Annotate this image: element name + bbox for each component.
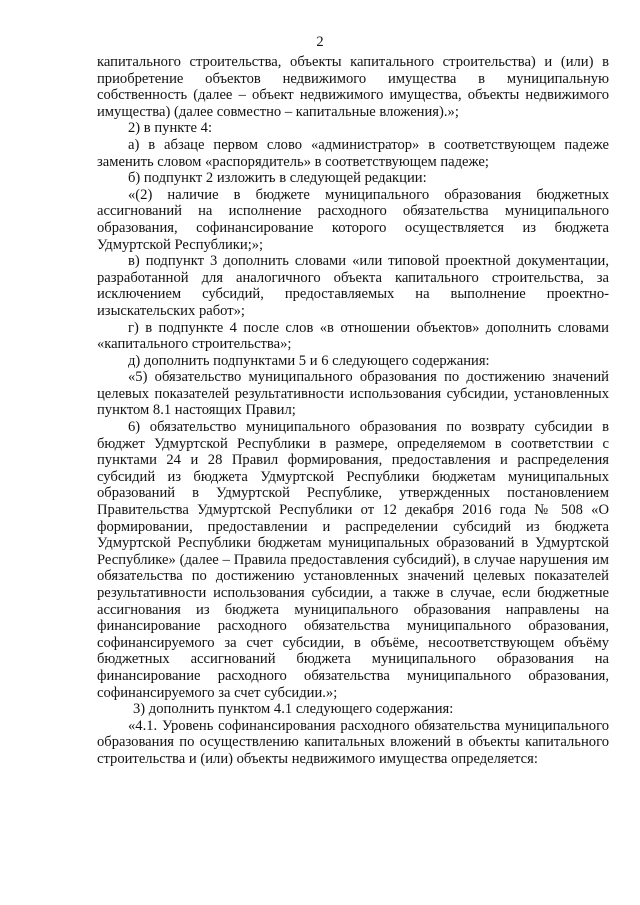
document-body <box>97 54 609 768</box>
paragraph-subitem-v: в) подпункт 3 дополнить словами «или типовой проектной документации, разработанной для аналогичного объекта капитального строительства, за исключением субсидий, предоставляемых на выполнение проектно-изыскательских работ»; <box>97 253 609 319</box>
paragraph-subitem-6: 6) обязательство муниципального образования по возврату субсидии в бюджет Удмуртской Республики в размере, определяемом в соответствии с пунктами 24 и 28 Правил формирования, предоставления и распределения субсидий из бюджета Удмуртской Республики бюджетам муниципальных образований в Удмуртской Республике, утвержденных постановлением Правительства Удмуртской Республики от 12 декабря 2016 года № 508 «О формировании, предоставлении и распределении субсидий из бюджета Удмуртской Республики бюджетам муниципальных образований в Удмуртской Республике» (далее – Правила предоставления субсидий), в случае нарушения им обязательства по достижению установленных значений целевых показателей результативности использования субсидии, а также в случае, если бюджетные ассигнования из бюджета муниципального образования направлены на финансирование расходного обязательства муниципального образования, софинансируемого за счет субсидии, в объёме, несоответствующем объёму бюджетных ассигнований бюджета муниципального образования на финансирование расходного обязательства муниципального образования, софинансируемого за счет субсидии.»; <box>97 419 609 701</box>
paragraph-item-3: 3) дополнить пунктом 4.1 следующего содержания: <box>133 701 454 718</box>
paragraph-continuation: капитального строительства, объекты капитального строительства) и (или) в приобретение объектов недвижимого имущества в муниципальную собственность (далее – объект недвижимого имущества, объекты недвижимого имущества) (далее совместно – капитальные вложения).»; <box>97 54 609 120</box>
paragraph-subitem-a: а) в абзаце первом слово «администратор» в соответствующем падеже заменить словом «распорядитель» в соответствующем падеже; <box>97 136 609 170</box>
paragraph-quote-subitem-2: «(2) наличие в бюджете муниципального образования бюджетных ассигнований на исполнение расходного обязательства муниципального образования, софинансирование которого осуществляется из бюджета Удмуртской Республики;»; <box>97 186 609 253</box>
paragraph-quote-item-4-1: «4.1. Уровень софинансирования расходного обязательства муниципального образования по осуществлению капитальных вложений в объекты капитального строительства и (или) объекты недвижимого имущества определяется: <box>97 717 609 767</box>
paragraph-subitem-b: б) подпункт 2 изложить в следующей редакции: <box>128 170 427 187</box>
paragraph-subitem-d: д) дополнить подпунктами 5 и 6 следующего содержания: <box>128 352 490 369</box>
page-number: 2 <box>316 34 324 50</box>
paragraph-subitem-g: г) в подпункте 4 после слов «в отношении объектов» дополнить словами «капитального строительства»; <box>97 319 609 353</box>
paragraph-item-2: 2) в пункте 4: <box>128 120 213 137</box>
paragraph-quote-subitem-5: «5) обязательство муниципального образования по достижению значений целевых показателей результативности использования субсидии, установленных пунктом 8.1 настоящих Правил; <box>97 369 609 419</box>
